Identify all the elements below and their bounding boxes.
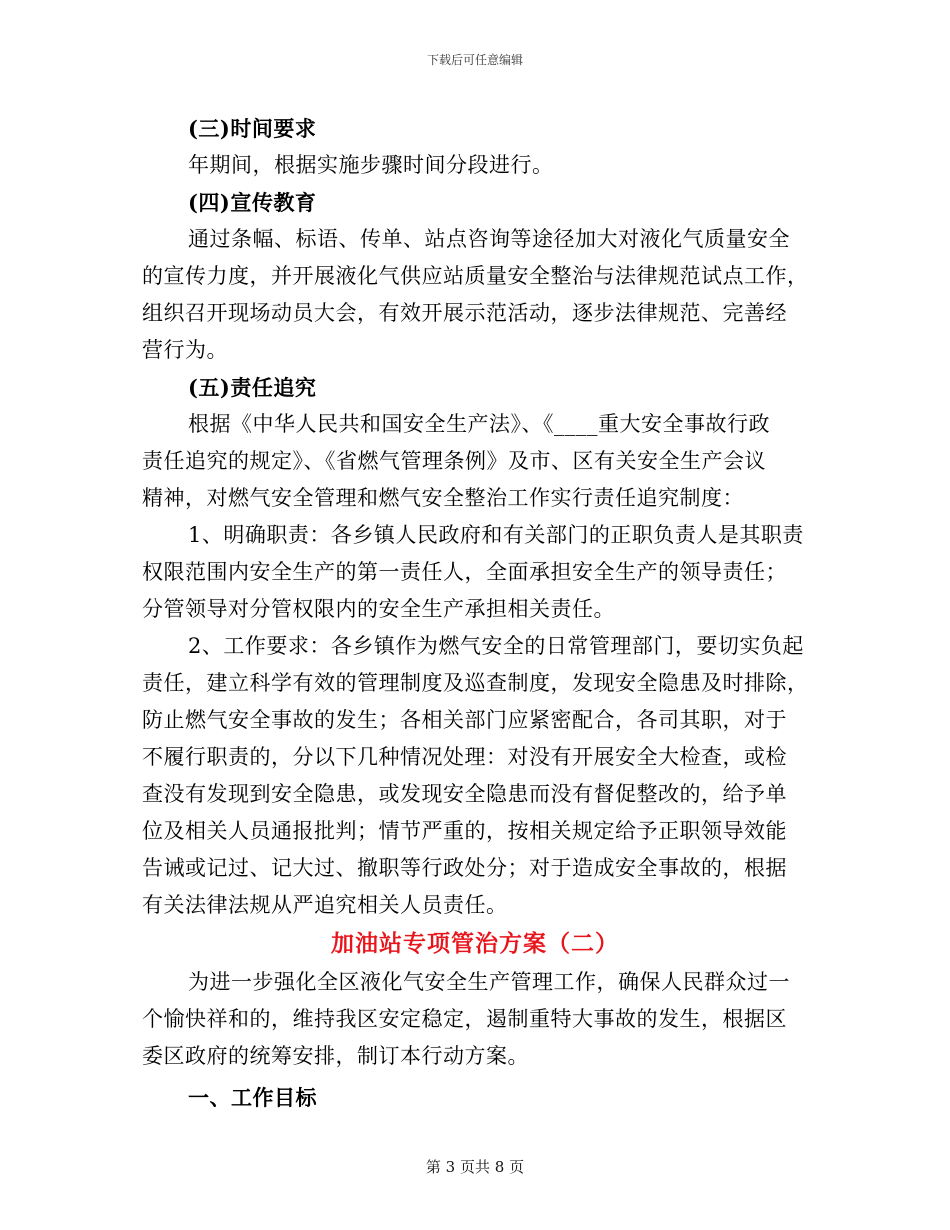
list-item-line: 不履行职责的，分以下几种情况处理：对没有开展安全大检查，或检 <box>142 745 787 769</box>
paragraph-line: 为进一步强化全区液化气安全生产管理工作，确保人民群众过一 <box>188 970 790 994</box>
paragraph-line: 年期间，根据实施步骤时间分段进行。 <box>188 153 554 177</box>
paragraph-line: 个愉快祥和的，维持我区安定稳定，遏制重特大事故的发生，根据区 <box>142 1007 787 1031</box>
paragraph-line: 委区政府的统筹安排，制订本行动方案。 <box>142 1044 529 1068</box>
paragraph-line: 营行为。 <box>142 338 228 362</box>
list-item-line: 有关法律法规从严追究相关人员责任。 <box>142 893 508 917</box>
paragraph-line: 精神，对燃气安全管理和燃气安全整治工作实行责任追究制度： <box>142 486 744 510</box>
list-item-line: 责任，建立科学有效的管理制度及巡查制度，发现安全隐患及时排除， <box>142 671 809 695</box>
section-heading-accountability: (五)责任追究 <box>188 375 317 400</box>
paragraph-line: 的宣传力度，并开展液化气供应站质量安全整治与法律规范试点工作， <box>142 264 809 288</box>
list-item-line: 权限范围内安全生产的第一责任人，全面承担安全生产的领导责任； <box>142 560 787 584</box>
paragraph-line: 通过条幅、标语、传单、站点咨询等途径加大对液化气质量安全 <box>188 227 790 251</box>
paragraph-line: 根据《中华人民共和国安全生产法》、《____重大安全事故行政 <box>188 412 770 436</box>
list-item-line: 位及相关人员通报批判；情节严重的，按相关规定给予正职领导效能 <box>142 819 787 843</box>
list-item-line: 分管领导对分管权限内的安全生产承担相关责任。 <box>142 597 615 621</box>
section-heading-work-goals: 一、工作目标 <box>188 1085 317 1110</box>
list-item-line: 查没有发现到安全隐患，或发现安全隐患而没有督促整改的，给予单 <box>142 782 787 806</box>
list-item-line: 2、工作要求：各乡镇作为燃气安全的日常管理部门，要切实负起 <box>188 634 804 658</box>
section-heading-time-requirements: (三)时间要求 <box>188 116 317 141</box>
document-body <box>142 110 808 1116</box>
list-item-line: 防止燃气安全事故的发生；各相关部门应紧密配合，各司其职，对于 <box>142 708 787 732</box>
document-title: 加油站专项管治方案（二） <box>331 930 619 957</box>
paragraph-line: 组织召开现场动员大会，有效开展示范活动，逐步法律规范、完善经 <box>142 301 787 325</box>
page-footer: 第 3 页共 8 页 <box>425 1158 525 1176</box>
list-item-line: 1、明确职责：各乡镇人民政府和有关部门的正职负责人是其职责 <box>188 523 804 547</box>
paragraph-line: 责任追究的规定》、《省燃气管理条例》及市、区有关安全生产会议 <box>142 449 766 473</box>
page-header: 下载后可任意编辑 <box>426 53 523 67</box>
section-heading-publicity: (四)宣传教育 <box>188 190 317 215</box>
list-item-line: 告诫或记过、记大过、撤职等行政处分；对于造成安全事故的，根据 <box>142 856 787 880</box>
